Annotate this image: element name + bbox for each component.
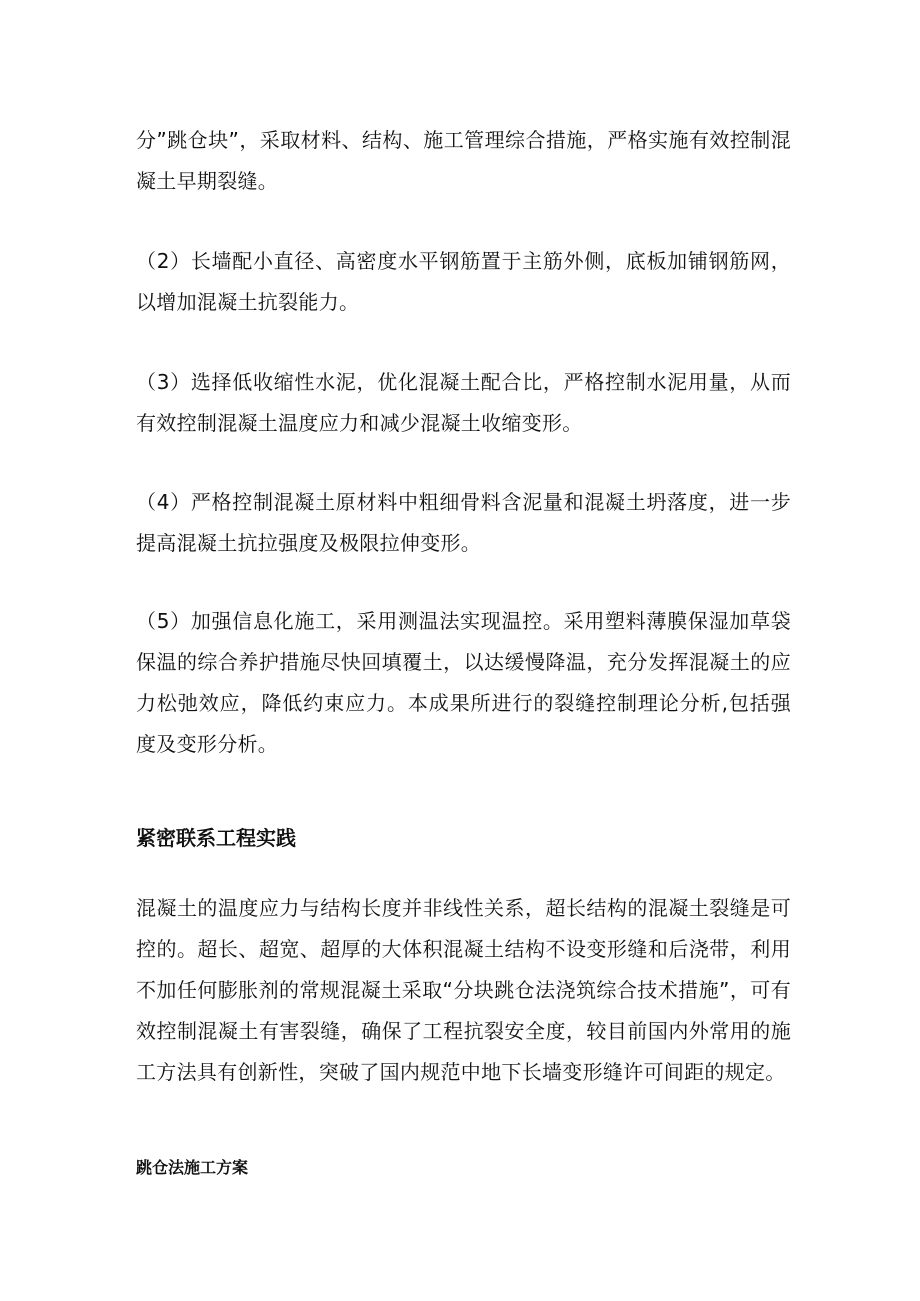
heading-engineering-practice: 紧密联系工程实践	[136, 826, 296, 850]
heading-construction-plan: 跳仓法施工方案	[136, 1158, 249, 1177]
paragraph-item-2: （2）长墙配小直径、高密度水平钢筋置于主筋外侧，底板加铺钢筋网，以增加混凝土抗裂能力。	[136, 249, 791, 314]
paragraph-item-4: （4）严格控制混凝土原材料中粗细骨料含泥量和混凝土坍落度，进一步提高混凝土抗拉强度及极限拉伸变形。	[136, 490, 791, 555]
paragraph-crack-control: 分”跳仓块”，采取材料、结构、施工管理综合措施，严格实施有效控制混凝土早期裂缝。	[136, 128, 791, 193]
paragraph-item-3: （3）选择低收缩性水泥，优化混凝土配合比，严格控制水泥用量，从而有效控制混凝土温度应力和减少混凝土收缩变形。	[136, 370, 791, 435]
paragraph-temperature-stress: 混凝土的温度应力与结构长度并非线性关系，超长结构的混凝土裂缝是可控的。超长、超宽、超厚的大体积混凝土结构不设变形缝和后浇带，利用不加任何膨胀剂的常规混凝土采取“分块跳仓法浇筑综合技术措施”，可有效控制混凝土有害裂缝，确保了工程抗裂安全度，较目前国内外常用的施工方法具有创新性，突破了国内规范中地下长墙变形缝许可间距的规定。	[136, 896, 791, 1084]
paragraph-item-5: （5）加强信息化施工，采用测温法实现温控。采用塑料薄膜保湿加草袋保温的综合养护措施尽快回填覆土，以达缓慢降温，充分发挥混凝土的应力松弛效应，降低约束应力。本成果所进行的裂缝控制理论分析,包括强度及变形分析。	[136, 609, 791, 756]
